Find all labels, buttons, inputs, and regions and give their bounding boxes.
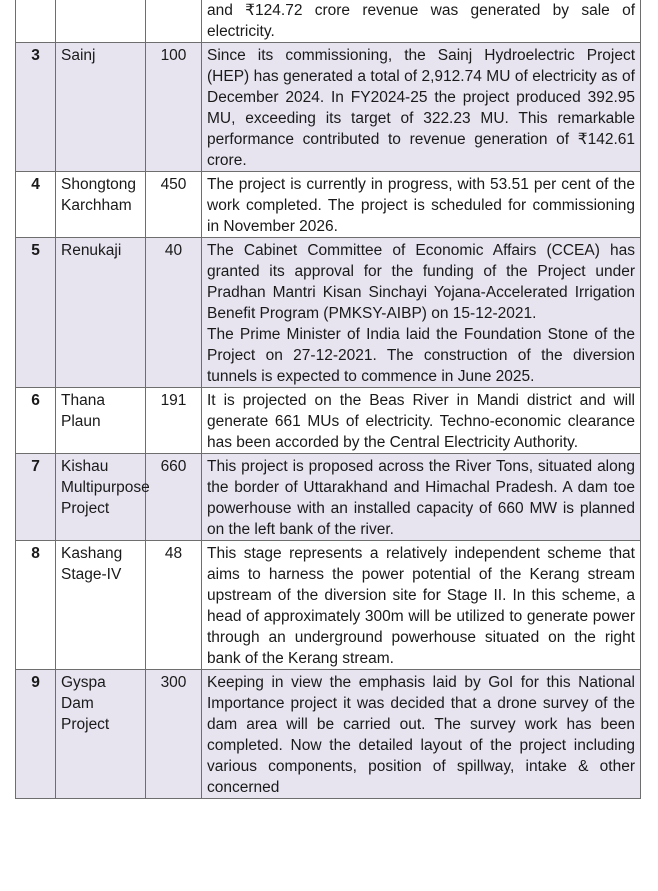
capacity-cell: 191 xyxy=(146,388,202,454)
project-name-cell: Thana Plaun xyxy=(56,388,146,454)
project-name-cell: Renukaji xyxy=(56,238,146,388)
capacity-cell: 450 xyxy=(146,172,202,238)
table-row xyxy=(16,172,641,238)
description-paragraph: Since its commissioning, the Sainj Hydroelectric Project (HEP) has generated a total of 2,912.74 MU of electricity as of December 2024. In FY2024-25 the project produced 392.95 MU, exceeding its target of 322.23 MU. This remarkable performance contributed to revenue generation of ₹142.61 crore. xyxy=(207,47,635,169)
serial-number-cell: 6 xyxy=(16,388,56,454)
capacity-cell: 100 xyxy=(146,43,202,172)
description-paragraph: The project is currently in progress, with 53.51 per cent of the work completed. The project is scheduled for commissioning in November 2026. xyxy=(207,176,635,235)
description-cell xyxy=(202,454,641,541)
project-name-cell: Kashang Stage-IV xyxy=(56,541,146,670)
project-name-cell xyxy=(56,0,146,43)
description-cell xyxy=(202,172,641,238)
capacity-cell: 300 xyxy=(146,670,202,799)
table-row xyxy=(16,238,641,388)
description-cell xyxy=(202,541,641,670)
serial-number-cell: 9 xyxy=(16,670,56,799)
description-paragraph: and ₹124.72 crore revenue was generated by sale of electricity. xyxy=(207,2,635,40)
description-paragraph: It is projected on the Beas River in Mandi district and will generate 661 MUs of electricity. Techno-economic clearance has been accorded by the Central Electricity Authority. xyxy=(207,392,635,451)
table-row xyxy=(16,670,641,799)
description-paragraph: Keeping in view the emphasis laid by GoI for this National Importance project it was decided that a drone survey of the dam area will be carried out. The survey work has been completed. Now the detailed layout of the project including various components, position of spillway, intake & other concerned xyxy=(207,674,635,796)
serial-number-cell: 4 xyxy=(16,172,56,238)
capacity-cell: 660 xyxy=(146,454,202,541)
serial-number-cell: 8 xyxy=(16,541,56,670)
description-paragraph: This stage represents a relatively independent scheme that aims to harness the power potential of the Kerang stream upstream of the diversion site for Stage II. In this scheme, a head of approximately 300m will be utilized to generate power through an underground powerhouse situated on the right bank of the Kerang stream. xyxy=(207,545,635,667)
serial-number-cell: 3 xyxy=(16,43,56,172)
serial-number-cell xyxy=(16,0,56,43)
table-row xyxy=(16,0,641,43)
table-row xyxy=(16,43,641,172)
description-cell xyxy=(202,43,641,172)
description-cell xyxy=(202,388,641,454)
description-paragraph: The Prime Minister of India laid the Foundation Stone of the Project on 27-12-2021. The construction of the diversion tunnels is expected to commence in June 2025. xyxy=(207,326,635,385)
serial-number-cell: 7 xyxy=(16,454,56,541)
table-row xyxy=(16,541,641,670)
capacity-cell xyxy=(146,0,202,43)
capacity-cell: 40 xyxy=(146,238,202,388)
description-cell xyxy=(202,0,641,43)
capacity-cell: 48 xyxy=(146,541,202,670)
projects-table xyxy=(15,0,641,799)
table-row xyxy=(16,454,641,541)
description-paragraph: This project is proposed across the River Tons, situated along the border of Uttarakhand and Himachal Pradesh. A dam toe powerhouse with an installed capacity of 660 MW is planned on the left bank of the river. xyxy=(207,458,635,538)
project-name-cell: Shongtong Karchham xyxy=(56,172,146,238)
table-row xyxy=(16,388,641,454)
projects-table-body xyxy=(16,0,641,799)
description-paragraph: The Cabinet Committee of Economic Affairs (CCEA) has granted its approval for the funding of the Project under Pradhan Mantri Kisan Sinchayi Yojana-Accelerated Irrigation Benefit Program (PMKSY-AIBP) on 15-12-2021. xyxy=(207,242,635,322)
project-name-cell: Gyspa Dam Project xyxy=(56,670,146,799)
serial-number-cell: 5 xyxy=(16,238,56,388)
description-cell xyxy=(202,670,641,799)
description-cell xyxy=(202,238,641,388)
project-name-cell: Sainj xyxy=(56,43,146,172)
project-name-cell: Kishau Multipurpose Project xyxy=(56,454,146,541)
